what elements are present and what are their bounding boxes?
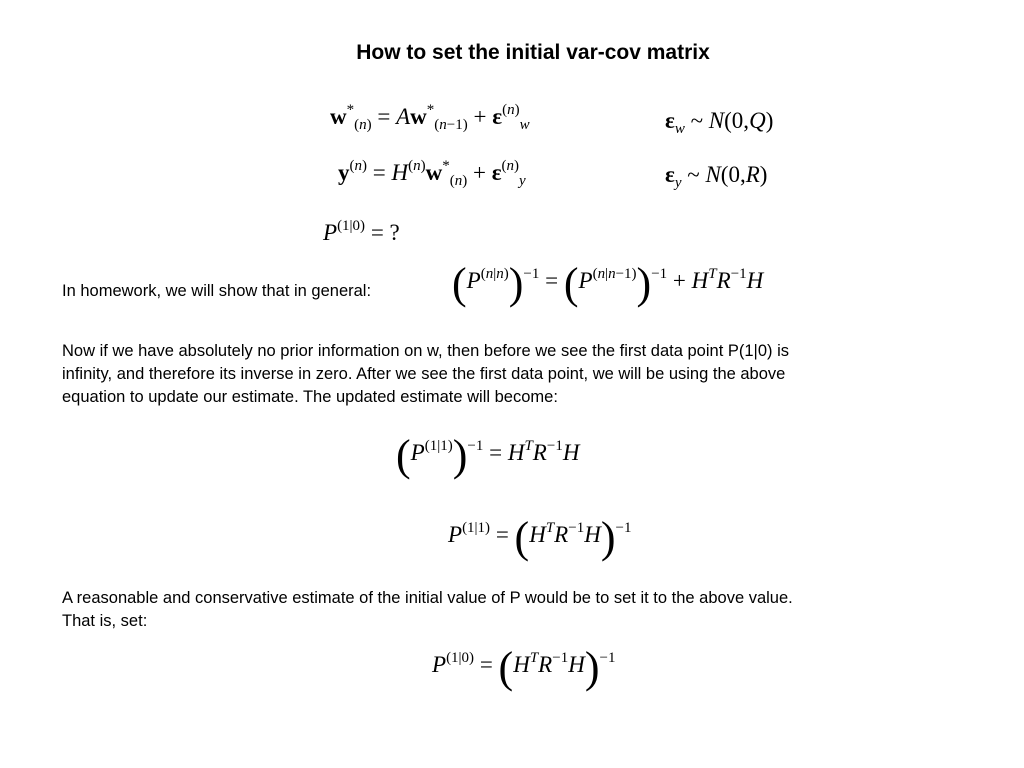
initial-question-equation: $P^{(1|0)}$ = ? (323, 218, 400, 245)
paragraph-line: equation to update our estimate. The updated estimate will become: (62, 388, 558, 406)
paragraph-line: Now if we have absolutely no prior information on w, then before we see the first data point P(1|0) is (62, 342, 790, 360)
paragraph-line: That is, set: (62, 612, 148, 630)
general-update-equation: $(P^{(n|n)})^{-1} = (P^{(n|n-1)})^{-1} + H^TR^{-1}H$ (452, 259, 764, 308)
observation-noise-distribution: $\varepsilon_y$ ~ N(0,R) (665, 162, 768, 191)
prior-setting-equation: $P^{(1|0)} = (H^TR^{-1}H)^{-1}$ (432, 643, 616, 692)
inverse-first-update-equation: $(P^{(1|1)})^{-1} = H^TR^{-1}H$ (396, 431, 580, 480)
state-equation: $w^*_{(n)} = Aw^*_{(n-1)} + \varepsilon^{(n)}_w$ (330, 102, 530, 133)
page-title: How to set the initial var-cov matrix (356, 41, 710, 64)
paragraph-line: infinity, and therefore its inverse in zero. After we see the first data point, we will be using the above (62, 365, 786, 383)
paragraph-conservative-estimate (62, 587, 793, 633)
state-noise-distribution: $\varepsilon_w$ ~ N(0,Q) (665, 108, 774, 137)
homework-label: In homework, we will show that in general: (62, 282, 372, 300)
paragraph-line: A reasonable and conservative estimate of the initial value of P would be to set it to the above value. (62, 589, 793, 607)
observation-equation: $y^{(n)} = H^{(n)}w^*_{(n)} + \varepsilon^{(n)}_y$ (338, 158, 526, 189)
paragraph-no-prior (62, 340, 789, 409)
posterior-first-equation: $P^{(1|1)} = (H^TR^{-1}H)^{-1}$ (448, 513, 632, 562)
